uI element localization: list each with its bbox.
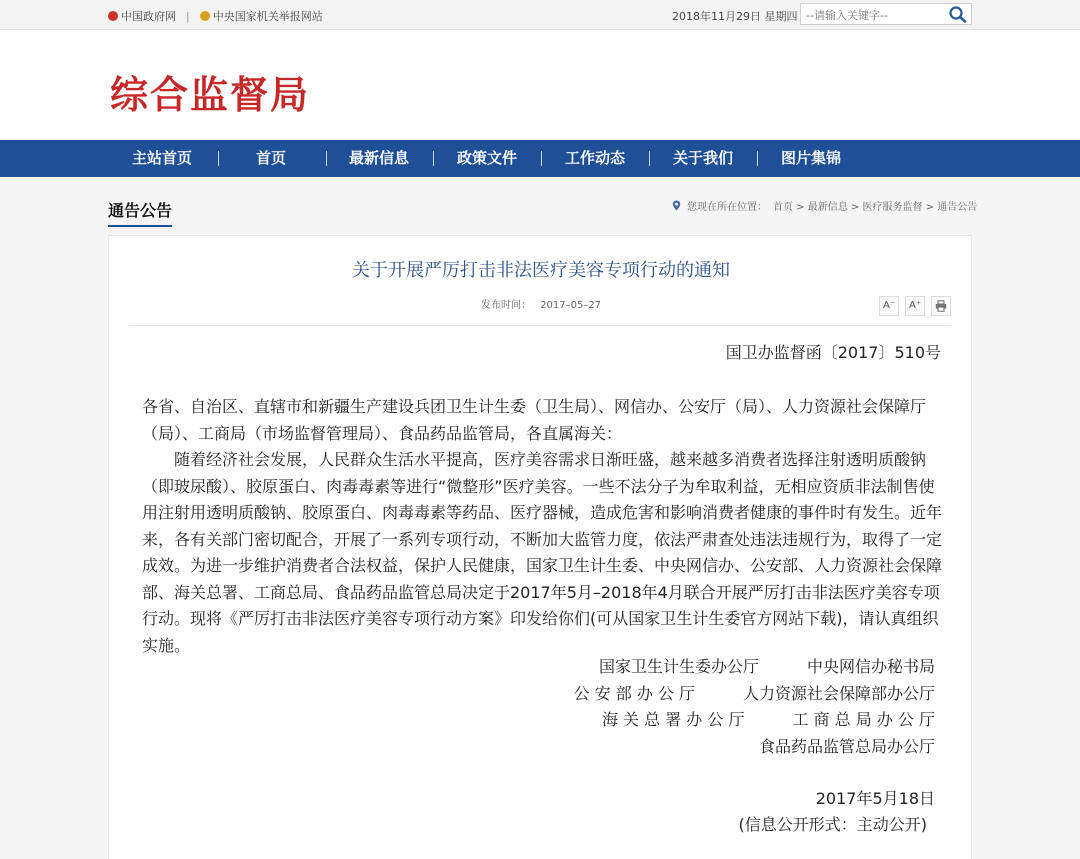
main-nav bbox=[0, 140, 1080, 177]
current-date: 2018年11月29日 星期四 bbox=[672, 10, 798, 23]
font-smaller-button[interactable]: A⁻ bbox=[879, 296, 899, 316]
site-logo[interactable]: 综合监督局 bbox=[110, 72, 311, 117]
signatory-line: 国家卫生计生委办公厅 中央网信办秘书局 bbox=[598, 657, 935, 676]
search-icon[interactable] bbox=[948, 5, 968, 23]
top-links bbox=[108, 8, 323, 24]
site-header bbox=[0, 30, 1080, 140]
signatories bbox=[574, 654, 935, 760]
top-utility-bar bbox=[0, 0, 1080, 30]
publish-info bbox=[109, 296, 973, 311]
national-emblem-icon bbox=[108, 11, 118, 21]
nav-separator bbox=[326, 151, 327, 166]
print-icon bbox=[935, 300, 947, 312]
nav-separator bbox=[649, 151, 650, 166]
nav-about-us[interactable]: 关于我们 bbox=[673, 149, 734, 167]
main-paragraph: 随着经济社会发展，人民群众生活水平提高，医疗美容需求日渐旺盛，越来越多消费者选择注射透明质酸钠（即玻尿酸）、胶原蛋白、肉毒毒素等进行“微整形”医疗美容。一些不法分子为牟取利益，无相应资质非法制售使用注射用透明质酸钠、胶原蛋白、肉毒毒素等药品、医疗器械，造成危害和影响消费者健康的事件时有发生。近年来，各有关部门密切配合，开展了一系列专项行动，不断加大监管力度，依法严肃查处违法违规行为，取得了一定成效。为进一步维护消费者合法权益，保护人民健康，国家卫生计生委、中央网信办、公安部、人力资源社会保障部、海关总署、工商总局、食品药品监管总局决定于2017年5月–2018年4月联合开展严厉打击非法医疗美容专项行动。现将《严厉打击非法医疗美容专项行动方案》印发给你们(可从国家卫生计生委官方网站下载)，请认真组织实施。 bbox=[142, 450, 943, 655]
signing-date: 2017年5月18日 bbox=[815, 789, 935, 808]
nav-separator bbox=[433, 151, 434, 166]
font-larger-button[interactable]: A⁺ bbox=[905, 296, 925, 316]
nav-policy-docs[interactable]: 政策文件 bbox=[457, 149, 518, 167]
article-title: 关于开展严厉打击非法医疗美容专项行动的通知 bbox=[352, 260, 730, 281]
signatory-line: 食品药品监管总局办公厅 bbox=[758, 736, 935, 756]
gov-portal-link[interactable]: 中国政府网 bbox=[121, 10, 176, 23]
link-separator: | bbox=[186, 9, 190, 23]
article-panel bbox=[108, 235, 972, 859]
section-title: 通告公告 bbox=[108, 198, 172, 227]
nav-separator bbox=[757, 151, 758, 166]
search-input[interactable] bbox=[801, 6, 946, 26]
nav-main-home[interactable]: 主站首页 bbox=[132, 149, 193, 167]
search-box bbox=[800, 3, 972, 25]
location-pin-icon bbox=[672, 200, 681, 211]
print-button[interactable] bbox=[931, 296, 951, 316]
breadcrumb-path[interactable]: 首页 > 最新信息 > 医疗服务监督 > 通告公告 bbox=[773, 202, 978, 213]
article-body bbox=[142, 394, 942, 659]
nav-home[interactable]: 首页 bbox=[256, 149, 287, 167]
nav-separator bbox=[541, 151, 542, 166]
nav-work-news[interactable]: 工作动态 bbox=[565, 149, 626, 167]
nav-photo-gallery[interactable]: 图片集锦 bbox=[781, 149, 842, 167]
location-label: 您现在所在位置： bbox=[687, 202, 767, 213]
disclosure-note: (信息公开形式：主动公开) bbox=[738, 815, 927, 834]
breadcrumb bbox=[672, 198, 977, 213]
report-site-link[interactable]: 中央国家机关举报网站 bbox=[212, 10, 323, 23]
nav-latest-info[interactable]: 最新信息 bbox=[349, 149, 410, 167]
signatory-line: 公 安 部 办 公 厅 人力资源社会保障部办公厅 bbox=[573, 683, 935, 703]
article-tools bbox=[879, 296, 951, 316]
document-number: 国卫办监督函〔2017〕510号 bbox=[725, 343, 941, 362]
nav-separator bbox=[218, 151, 219, 166]
title-divider bbox=[129, 325, 951, 326]
signatory-line: 海 关 总 署 办 公 厅 工 商 总 局 办 公 厅 bbox=[601, 710, 935, 729]
report-site-icon bbox=[200, 11, 210, 21]
addressee-paragraph: 各省、自治区、直辖市和新疆生产建设兵团卫生计生委（卫生局）、网信办、公安厅（局）、人力资源社会保障厅（局）、工商局（市场监督管理局）、食品药品监管局，各直属海关： bbox=[142, 397, 927, 443]
publish-label: 发布时间： bbox=[480, 300, 531, 311]
publish-date: 2017–05–27 bbox=[540, 300, 602, 311]
